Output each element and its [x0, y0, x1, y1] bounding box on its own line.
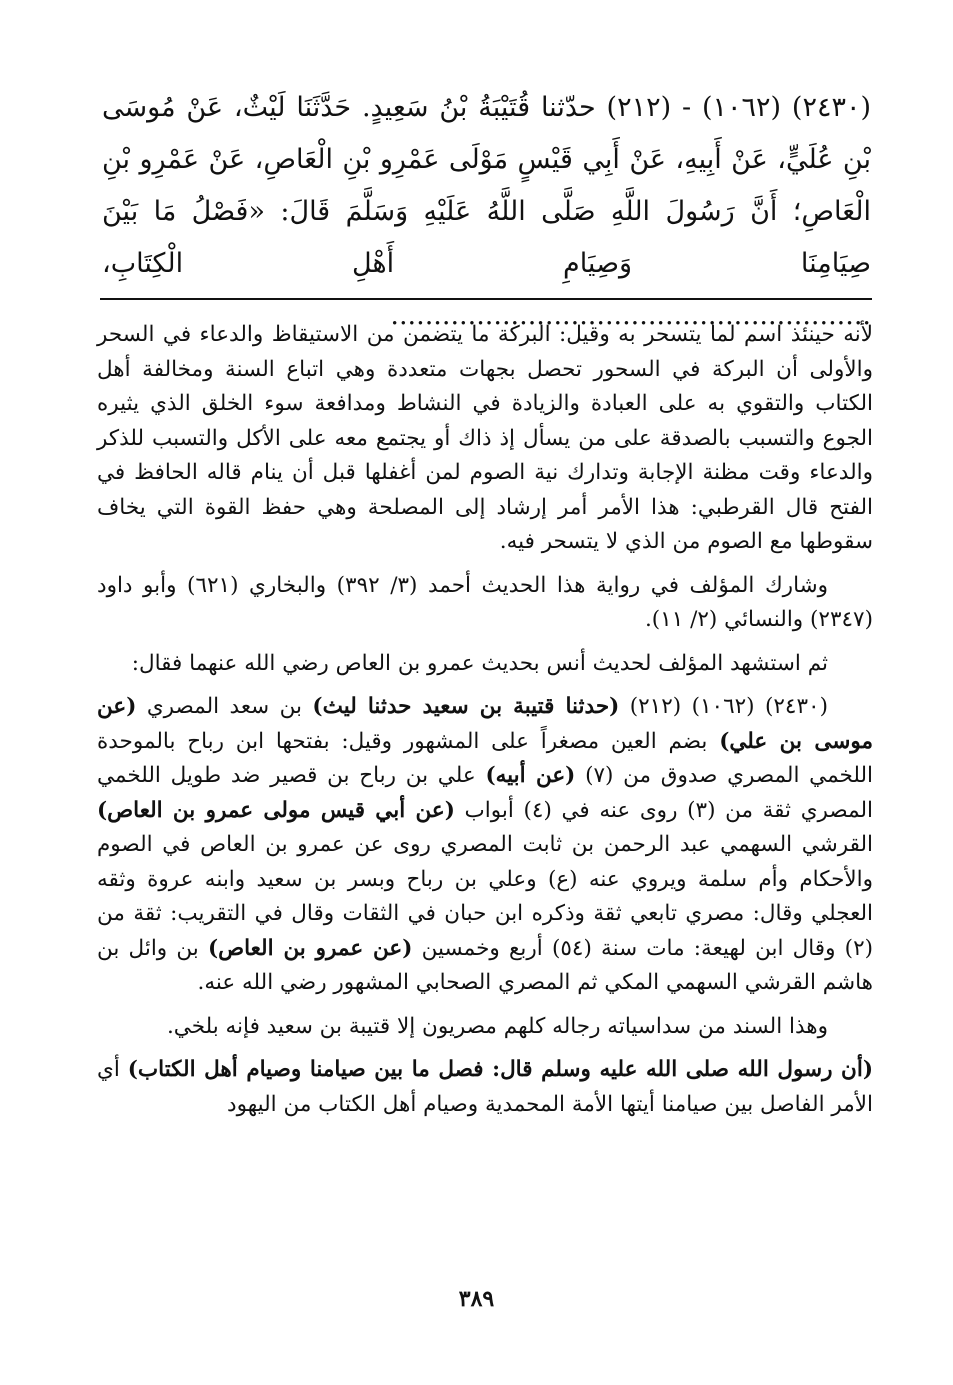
narrator-bold-1: (حدثنا قتيبة بن سعيد حدثنا ليث): [312, 694, 620, 719]
commentary-paragraph-5: وهذا السند من سداسياته رجاله كلهم مصريون إلا قتيبة بن سعيد فإنه بلخي.: [166, 1013, 828, 1039]
narrator-note-1: بن سعد المصري: [146, 694, 302, 719]
commentary-paragraph-6: [97, 1053, 873, 1122]
commentary-paragraph-3: ثم استشهد المؤلف لحديث أنس بحديث عمرو بن العاص رضي الله عنهما فقال:: [131, 650, 828, 676]
narrator-bold-4: (عن أبي قيس مولى عمرو بن العاص): [97, 797, 455, 823]
narrator-note-4: القرشي السهمي عبد الرحمن بن ثابت المصري روى عن عمرو بن العاص في الصوم والأحكام وأم سلمة ويروي عنه (ع) وعلي بن رباح وبسر بن سعيد وابنه عروة وثقه العجلي وقال: مصري تابعي ثقة وذكره ابن حبان في الثقات وقال في التقريب: ثقة من (٢) وقال ابن لهيعة: مات سنة (٥٤) أربع وخمسين: [97, 832, 874, 961]
commentary-paragraph-1: لأنه حينئذ اسم لما يتسحر به وقيل: البركة ما يتضمن من الاستيقاظ والدعاء في السحر والأولى أن البركة في السحور تحصل بجهات متعددة وهي اتباع السنة ومخالفة أهل الكتاب والتقوي به على العبادة والزيادة في النشاط ومدافعة سوء الخلق الذي يثيره الجوع والتسبب بالصدقة على من يسأل إذ ذاك أو يجتمع معه على الأكل والتسبب للذكر والدعاء وقت مظنة الإجابة وتدارك نية الصوم لمن أغفلها قبل أن ينام قاله الحافظ في الفتح قال القرطبي: هذا الأمر أمر إرشاد إلى المصلحة وهي حفظ القوة التي يخاف سقوطها مع الصوم من الذي لا يتسحر فيه.: [97, 322, 873, 554]
commentary: [97, 318, 873, 1131]
footnote-divider: [100, 298, 872, 300]
matn-bold: (أن رسول الله صلى الله عليه وسلم قال: فصل ما بين صيامنا وصيام أهل الكتاب): [127, 1057, 873, 1082]
commentary-paragraph-4: [97, 690, 873, 1001]
narrator-note-2: بضم العين مصغراً على المشهور وقيل: بفتحها ابن رباح بالموحدة اللخمي المصري صدوق من (٧): [97, 728, 874, 788]
narrator-bold-5: (عن عمرو بن العاص): [207, 935, 413, 961]
hadith-numbers: (٢٤٣٠) (١٠٦٢) (٢١٢): [629, 694, 828, 719]
narrator-note-3: علي بن رباح بن قصير ضد طويل اللخمي المصري ثقة من (٣) روى عنه في (٤) أبواب: [97, 763, 873, 823]
commentary-paragraph-2: وشارك المؤلف في رواية هذا الحديث أحمد (٣/ ٣٩٢) والبخاري (٦٢١) وأبو داود (٢٣٤٧) والنسائي (٢/ ١١).: [97, 572, 873, 632]
matn-explanation: أي الأمر الفاصل بين صيامنا أيتها الأمة المحمدية وصيام أهل الكتاب من اليهود: [97, 1057, 873, 1117]
narrator-note-5: بن وائل بن هاشم القرشي السهمي المكي ثم المصري الصحابي المشهور رضي الله عنه.: [97, 935, 873, 995]
narrator-bold-3: (عن أبيه): [485, 763, 576, 788]
page-number: ٣٨٩: [458, 1286, 495, 1312]
narrator-bold-2: (عن موسى بن علي): [97, 694, 873, 754]
hadith-text: (٢٤٣٠) (١٠٦٢) - (٢١٢) حدّثنا قُتَيْبَةُ بْنُ سَعِيدٍ. حَدَّثَنَا لَيْثٌ، عَنْ مُوسَى بْنِ عُلَيٍّ، عَنْ أَبِيهِ، عَنْ أَبِي قَيْسٍ مَوْلَى عَمْرِو بْنِ الْعَاصِ، عَنْ عَمْرِو بْنِ الْعَاصِ؛ أَنَّ رَسُولَ اللَّهِ صَلَّى اللَّهُ عَلَيْهِ وَسَلَّمَ قَالَ: «فَصْلُ مَا بَيْنَ صِيَامِنَا وَصِيَامِ أَهْلِ الْكِتَابِ، ........................................................: [102, 92, 871, 331]
